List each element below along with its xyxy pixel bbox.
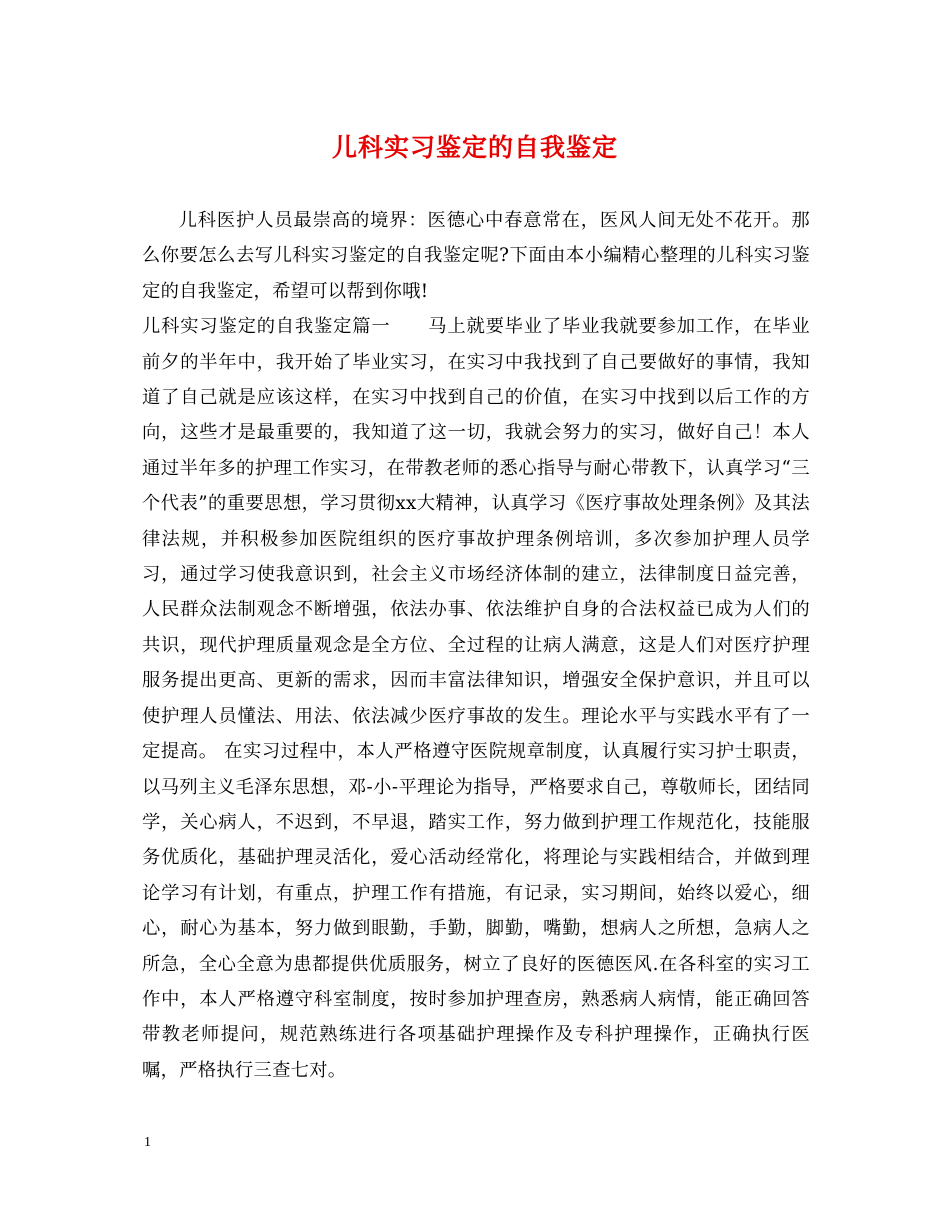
section-paragraph xyxy=(142,309,810,1088)
page-number: 1 xyxy=(144,1135,151,1150)
section-body: 马上就要毕业了毕业我就要参加工作，在毕业前夕的半年中，我开始了毕业实习，在实习中我找到了自己要做好的事情，我知道了自己就是应该这样，在实习中找到自己的价值，在实习中找到以后工作的方向，这些才是最重要的，我知道了这一切，我就会努力的实习，做好自己！本人通过半年多的护理工作实习，在带教老师的悉心指导与耐心带教下，认真学习“三个代表”的重要思想，学习贯彻xx大精神，认真学习《医疗事故处理条例》及其法律法规，并积极参加医院组织的医疗事故护理条例培训，多次参加护理人员学习，通过学习使我意识到，社会主义市场经济体制的建立，法律制度日益完善，人民群众法制观念不断增强，依法办事、依法维护自身的合法权益已成为人们的共识，现代护理质量观念是全方位、全过程的让病人满意，这是人们对医疗护理服务提出更高、更新的需求，因而丰富法律知识，增强安全保护意识，并且可以使护理人员懂法、用法、依法减少医疗事故的发生。理论水平与实践水平有了一定提高。 在实习过程中，本人严格遵守医院规章制度，认真履行实习护士职责，以马列主义毛泽东思想，邓-小-平理论为指导，严格要求自己，尊敬师长，团结同学，关心病人，不迟到，不早退，踏实工作，努力做到护理工作规范化，技能服务优质化，基础护理灵活化，爱心活动经常化，将理论与实践相结合，并做到理论学习有计划，有重点，护理工作有措施，有记录，实习期间，始终以爱心，细心，耐心为基本，努力做到眼勤，手勤，脚勤，嘴勤，想病人之所想，急病人之所急，全心全意为患都提供优质服务，树立了良好的医德医风.在各科室的实习工作中，本人严格遵守科室制度，按时参加护理查房，熟悉病人病情，能正确回答带教老师提问，规范熟练进行各项基础护理操作及专科护理操作，正确执行医嘱，严格执行三查七对。 xyxy=(142,316,811,1081)
intro-paragraph: 儿科医护人员最崇高的境界：医德心中春意常在，医风人间无处不花开。那么你要怎么去写儿科实习鉴定的自我鉴定呢?下面由本小编精心整理的儿科实习鉴定的自我鉴定，希望可以帮到你哦! xyxy=(142,210,810,302)
page-title: 儿科实习鉴定的自我鉴定 xyxy=(331,133,618,162)
section-heading: 儿科实习鉴定的自我鉴定篇一 xyxy=(142,316,391,338)
section-gap xyxy=(391,316,428,337)
document-body xyxy=(142,203,810,1088)
